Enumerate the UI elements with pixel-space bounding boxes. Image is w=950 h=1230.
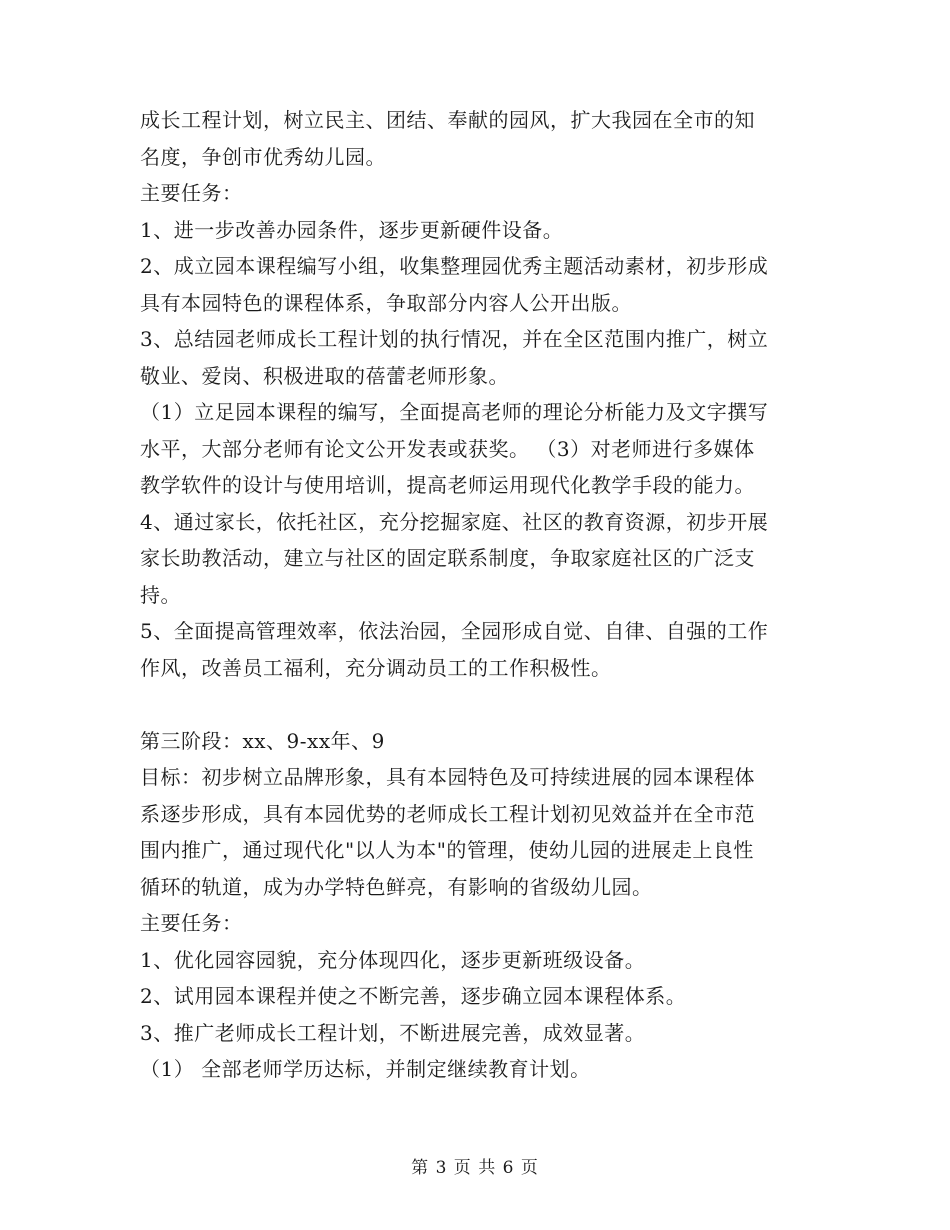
text-line: 围内推广，通过现代化"以人为本"的管理，使幼儿园的进展走上良性 <box>140 838 754 862</box>
document-body <box>140 102 810 1088</box>
text-line: 循环的轨道，成为办学特色鲜亮，有影响的省级幼儿园。 <box>140 874 653 899</box>
text-line: 1、优化园容园貌，充分体现四化，逐步更新班级设备。 <box>140 947 646 972</box>
text-line: 1、进一步改善办园条件，逐步更新硬件设备。 <box>140 217 564 242</box>
text-line: 2、试用园本课程并使之不断完善，逐步确立园本课程体系。 <box>140 984 687 1008</box>
text-line: 3、总结园老师成长工程计划的执行情况，并在全区范围内推广，树立 <box>140 327 769 351</box>
text-line: 具有本园特色的课程体系，争取部分内容人公开出版。 <box>140 290 632 315</box>
section-heading: 主要任务： <box>140 181 243 205</box>
text-line: 系逐步形成，具有本园优势的老师成长工程计划初见效益并在全市范 <box>140 801 755 826</box>
text-line: 敬业、爱岗、积极进取的蓓蕾老师形象。 <box>140 363 509 388</box>
text-line: 4、通过家长，依托社区，充分挖掘家庭、社区的教育资源，初步开展 <box>140 509 769 534</box>
text-line: 目标：初步树立品牌形象，具有本园特色及可持续进展的园本课程体 <box>140 765 755 789</box>
text-line: 成长工程计划，树立民主、团结、奉献的园风，扩大我园在全市的知 <box>140 108 755 132</box>
text-line: 水平，大部分老师有论文公开发表或获奖。 （3）对老师进行多媒体 <box>140 436 755 461</box>
text-line: 3、推广老师成长工程计划，不断进展完善，成效显著。 <box>140 1020 646 1045</box>
text-line: 2、成立园本课程编写小组，收集整理园优秀主题活动素材，初步形成 <box>140 254 769 278</box>
blank-line <box>140 686 810 723</box>
text-line: 持。 <box>140 582 181 607</box>
text-line: （1） 全部老师学历达标，并制定继续教育计划。 <box>140 1057 591 1081</box>
text-line: 教学软件的设计与使用培训，提高老师运用现代化教学手段的能力。 <box>140 473 755 497</box>
text-line: （1）立足园本课程的编写，全面提高老师的理论分析能力及文字撰写 <box>140 400 769 424</box>
text-line: 名度，争创市优秀幼儿园。 <box>140 144 386 169</box>
phase-heading: 第三阶段：xx、9-xx年、9 <box>140 728 385 753</box>
text-line: 家长助教活动，建立与社区的固定联系制度，争取家庭社区的广泛支 <box>140 546 755 570</box>
text-line: 作风，改善员工福利，充分调动员工的工作积极性。 <box>140 655 612 680</box>
page-footer: 第 3 页 共 6 页 <box>411 1158 539 1178</box>
section-heading: 主要任务： <box>140 911 243 935</box>
text-line: 5、全面提高管理效率，依法治园，全园形成自觉、自律、自强的工作 <box>140 619 769 643</box>
